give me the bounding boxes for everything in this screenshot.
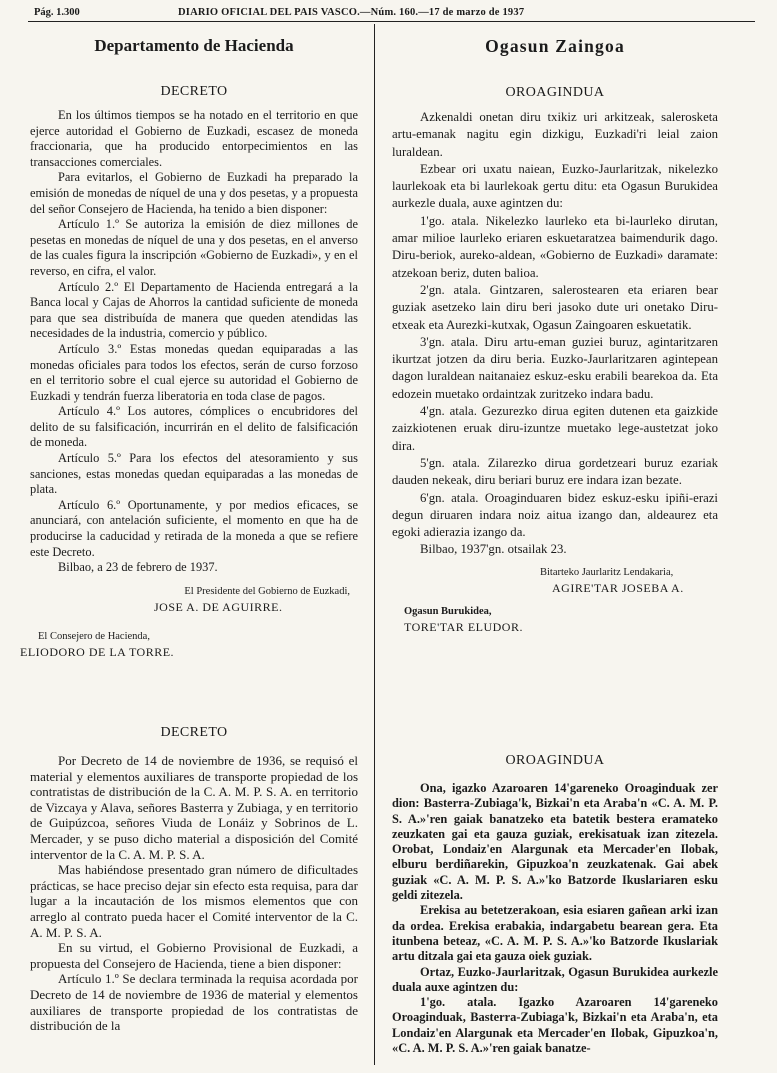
paragraph: Artículo 5.º Para los efectos del atesoramiento y sus sanciones, estas monedas quedan equiparadas a las monedas de plata. xyxy=(30,451,358,497)
header-rule xyxy=(28,21,755,22)
decree-body xyxy=(30,108,358,576)
paragraph: En su virtud, el Gobierno Provisional de Euzkadi, a propuesta del Consejero de Hacienda, tiene a bien disponer: xyxy=(30,940,358,971)
paragraph: En los últimos tiempos se ha notado en el territorio en que ejerce autoridad el Gobierno de Euzkadi, escasez de moneda fraccionaria, que ha producido entorpecimientos en las transacciones comerciales. xyxy=(30,108,358,169)
paragraph: 1'go. atala. Nikelezko laurleko eta bi-laurleko dirutan, amar milioe laurleko eriaren eskuetaratzea baimendurik dago. Diru-beriok, aureko-aldean, «Gobierno de Euzkadi» daramate: atzekoan beriz, duten balioa. xyxy=(392,213,718,280)
paragraph: Artículo 2.º El Departamento de Hacienda entregará a la Banca local y Cajas de Ahorros la cantidad suficiente de moneda para que sea distribuída de manera que queden atendidas las necesidades de la industria, comercio y público. xyxy=(30,279,358,341)
decree-heading: DECRETO xyxy=(160,84,228,99)
paragraph: 3'gn. atala. Diru artu-eman guziei buruz, agintaritzaren ikurtzat jotzen da diru beria. Euzko-Jaurlaritzaren agintepean dagon luraldean naitanaiez eskuz-esku erabili bearekoa da. Eta edozein muetako ordaintzak zuritzeko indara badu. xyxy=(392,334,718,401)
second-decree xyxy=(392,725,718,1056)
paragraph: Ona, igazko Azaroaren 14'gareneko Oroaginduak zer dion: Basterra-Zubiaga'k, Bizkai'n eta Araba'n «C. A. M. P. S. A.»'ren gaiak banatzeko eta batetik bestera eramateko zeuzkaten gai eta gauza guziak, erekisatuak izan zitezela. Orobat, Londaiz'en Alargunak eta Mercader'en Ilobak, elburu berdiñarekin, Gipuzkoa'n zeuzkatenak. Gai abek guziak «C. A. M. P. S. A.»'ko Batzorde Ikuslariaren esku geldi zitezela. xyxy=(392,781,718,903)
paragraph: Para evitarlos, el Gobierno de Euzkadi ha preparado la emisión de monedas de níquel de una y dos pesetas, y a propuesta del señor Consejero de Hacienda, ha tenido a bien disponer: xyxy=(30,170,358,216)
basque-column xyxy=(392,28,718,1069)
paragraph: Artículo 1.º Se declara terminada la requisa acordada por Decreto de 14 de noviembre de 1936 de material y elementos auxiliares de transporte propiedad de los contratistas de distribución de la xyxy=(30,971,358,1034)
signatory-title: Bitarteko Jaurlaritz Lendakaria, xyxy=(540,566,674,578)
department-title: Departamento de Hacienda xyxy=(94,36,294,55)
date-line: Bilbao, 1937'gn. otsailak 23. xyxy=(420,542,567,557)
signatory-title: Ogasun Burukidea, xyxy=(404,605,492,617)
paragraph: 5'gn. atala. Zilarezko dirua gordetzeari buruz ezariak dauden nekeak, diru beriari buruz ere indara izan bezate. xyxy=(392,455,718,488)
paragraph: 6'gn. atala. Oroaginduaren bidez eskuz-esku ipiñi-erazi degun diruaren indara noiz aitua izango dan, aldeaurez eta egoki adierazia izango da. xyxy=(392,490,718,540)
paragraph: Artículo 3.º Estas monedas quedan equiparadas a las monedas oficiales para todos los efectos, serán de curso forzoso en el territorio sobre el cual ejerce su autoridad el Gobierno de Euzkadi y tendrán fuerza liberatoria en toda clase de pagos. xyxy=(30,341,358,403)
signatory-title: El Presidente del Gobierno de Euzkadi, xyxy=(184,585,350,597)
signatory-name: AGIRE'TAR JOSEBA A. xyxy=(552,580,684,595)
paragraph: 1'go. atala. Igazko Azaroaren 14'gareneko Oroaginduak, Basterra-Zubiaga'k, Bizkai'n eta Araba'n, eta Londaiz'en Alargunak eta Mercader'en Ilobak, Gipuzkoa'n, «C. A. M. P. S. A.»'ren gaiak banatze- xyxy=(392,995,718,1056)
decree-heading: OROAGINDUA xyxy=(505,753,605,768)
decree-heading: DECRETO xyxy=(160,725,228,740)
column-divider xyxy=(374,24,375,1065)
paragraph: Ortaz, Euzko-Jaurlaritzak, Ogasun Burukidea aurkezle duala auxe agintzen du: xyxy=(392,964,718,994)
date-line: Bilbao, a 23 de febrero de 1937. xyxy=(58,560,218,575)
journal-title: DIARIO OFICIAL DEL PAIS VASCO.—Núm. 160.—17 de marzo de 1937 xyxy=(178,7,525,18)
spanish-column xyxy=(20,28,358,1069)
second-decree xyxy=(30,725,358,1034)
signatory-name: ELIODORO DE LA TORRE. xyxy=(20,644,175,659)
department-title: Ogasun Zaingoa xyxy=(485,36,625,56)
paragraph: Ezbear ori uxatu naiean, Euzko-Jaurlaritzak, nikelezko laurlekoak eta bi laurlekoak gertu ditu: eta Ogasun Burukidea aurkezle duala, auxe agintzen du: xyxy=(392,161,718,211)
decree-body xyxy=(392,109,718,559)
paragraph: Azkenaldi onetan diru txikiz uri arkitzeak, salerosketa artu-emanak nagitu egin dizkigu, Euzkadi'ri leial zaion luraldean. xyxy=(392,110,718,159)
paragraph: 2'gn. atala. Gintzaren, salerostearen eta eriaren bear guziak asetzeko lain diru beri jasoko dute uri onetako Diru-etxeak eta Aurezki-kutxak, Ogasun Zaingoaren eskuetatik. xyxy=(392,282,718,332)
paragraph: Artículo 6.º Oportunamente, y por medios eficaces, se anunciará, con antelación suficiente, el momento en que ha de producirse la caducidad y retirada de la moneda a que se refiere este Decreto. xyxy=(30,497,358,559)
signatory-name: JOSE A. DE AGUIRRE. xyxy=(154,599,283,614)
decree-heading: OROAGINDUA xyxy=(505,85,605,100)
paragraph: Artículo 4.º Los autores, cómplices o encubridores del delito de su falsificación, incurrirán en el delito de falsificación de moneda. xyxy=(30,404,358,450)
paragraph: Por Decreto de 14 de noviembre de 1936, se requisó el material y elementos auxiliares de transporte propiedad de los contratistas de distribución de la C. A. M. P. S. A. en territorio de Vizcaya y Alava, señores Basterra y Zubiaga, y en territorio de Guipúzcoa, señores Viuda de Lonáiz y Sobrinos de L. Mercader, y se puso dicho material a disposición del Comité interventor de la C. A. M. P. S. A. xyxy=(30,753,358,862)
paragraph: 4'gn. atala. Gezurezko dirua egiten dutenen eta gaizkide zaizkiotenen eruak diru-izuntze muetako lege-austetzat joko dira. xyxy=(392,404,718,453)
signatory-title: El Consejero de Hacienda, xyxy=(38,630,150,642)
paragraph: Erekisa au betetzerakoan, esia esiaren gañean arki izan da ordea. Erekisa erabakia, indargabetu bearean gera. Eta itunbena beteaz, «C. A. M. P. S. A.»'ko Batzorde Ikuslariak artu ditzala gai eta gauza oiek guziak. xyxy=(392,903,718,964)
page-number: Pág. 1.300 xyxy=(34,7,80,18)
paragraph: Artículo 1.º Se autoriza la emisión de diez millones de pesetas en monedas de níquel de una y dos pesetas, en el anverso de las cuales figura la inscripción «Gobierno de Euzkadi», y en el reverso, en cifra, el valor. xyxy=(30,217,358,278)
signatory-name: TORE'TAR ELUDOR. xyxy=(404,619,523,634)
paragraph: Mas habiéndose presentado gran número de dificultades prácticas, se hace preciso dejar sin efecto esta requisa, para dar lugar a la incautación de los mismos elementos que con arreglo al contrato pueda hacer el Comité interventor de la C. A. M. P. S. A. xyxy=(30,862,358,940)
page-header xyxy=(28,5,755,21)
